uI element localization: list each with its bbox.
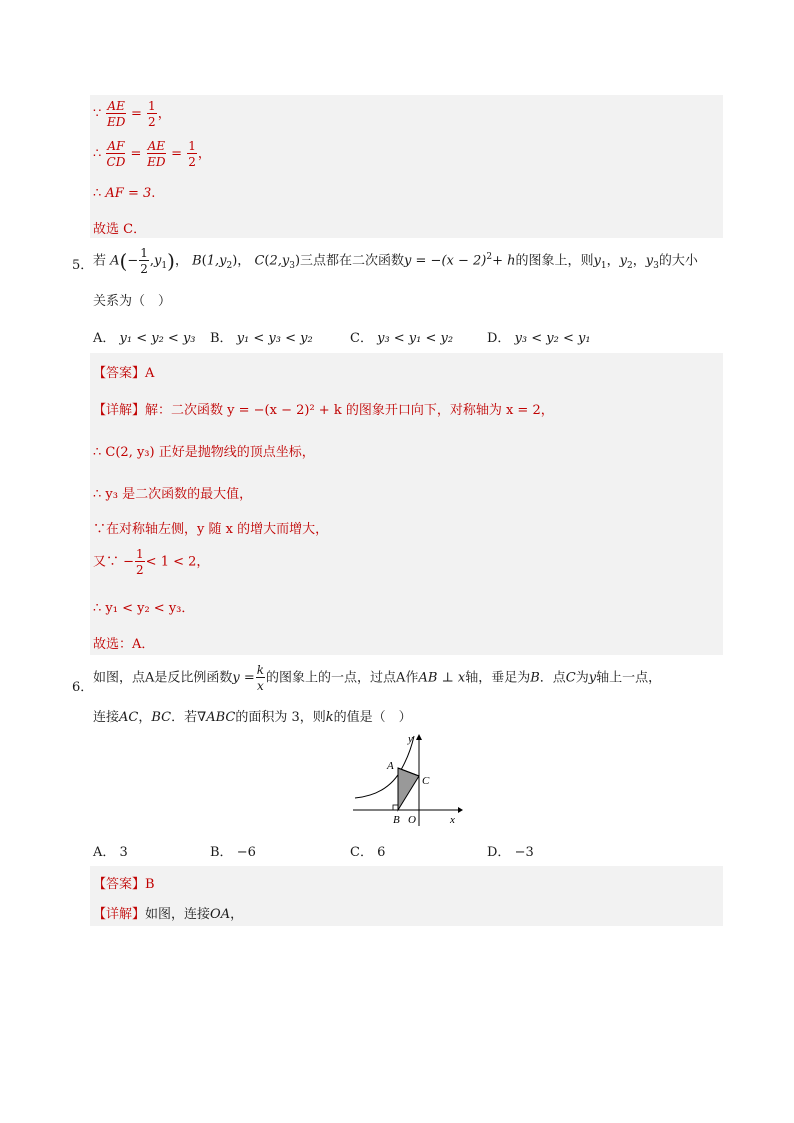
q4-line-3: ∴ AF = 3. bbox=[93, 186, 156, 201]
label-b: B bbox=[393, 814, 400, 826]
label-x: x bbox=[450, 814, 455, 826]
label-c: C bbox=[422, 775, 430, 787]
q4-choice: 故选 C． bbox=[93, 222, 147, 237]
q5-option-c[interactable]: C． y₃ < y₁ < y₂ bbox=[350, 331, 454, 346]
q6-number: 6． bbox=[72, 680, 94, 695]
q6-figure bbox=[350, 730, 465, 830]
right-angle-mark bbox=[393, 805, 398, 810]
q5-stem-line-2: 关系为（ ） bbox=[93, 294, 172, 309]
label-o: O bbox=[408, 814, 416, 826]
label-y: y bbox=[408, 733, 413, 745]
q6-stem-line-2: 连接AC，BC．若∇ABC的面积为 3，则k的值是（ ） bbox=[93, 710, 412, 725]
q6-option-b[interactable]: B． −6 bbox=[210, 845, 256, 860]
q5-option-b[interactable]: B． y₁ < y₃ < y₂ bbox=[210, 331, 313, 346]
q5-detail-6: ∴ y₁ < y₂ < y₃． bbox=[93, 601, 195, 616]
q5-detail-4: ∵在对称轴左侧，y 随 x 的增大而增大， bbox=[93, 522, 329, 537]
q5-option-a[interactable]: A． y₁ < y₂ < y₃ bbox=[93, 331, 196, 346]
q5-stem-line-1: 若 A(− $\frac{1}{2}$ $,y_1$)， $B(1,y_2)$， $C(2,y_3)$三点都在二次函数$y = -(x - 2)^2+ h$的图象上，则$y_1$，$y_2$，$y_3$的大小 bbox=[93, 246, 698, 276]
q5-detail-1: 【详解】解：二次函数 y = −(x − 2)² + k 的图象开口向下，对称轴为 x = 2， bbox=[93, 403, 554, 418]
q6-option-a[interactable]: A． 3 bbox=[93, 845, 128, 860]
label-a: A bbox=[387, 760, 394, 772]
q5-choice: 故选：A． bbox=[93, 637, 155, 652]
q5-detail-2: ∴ C(2, y₃) 正好是抛物线的顶点坐标， bbox=[93, 445, 315, 460]
q6-option-d[interactable]: D． −3 bbox=[487, 845, 534, 860]
q5-answer: 【答案】A bbox=[93, 366, 155, 381]
q6-answer: 【答案】B bbox=[93, 877, 155, 892]
q5-option-d[interactable]: D． y₃ < y₂ < y₁ bbox=[487, 331, 591, 346]
q5-detail-5: 又∵ − $\frac{1}{2}$ < 1 < 2， bbox=[93, 547, 210, 577]
q6-option-c[interactable]: C． 6 bbox=[350, 845, 386, 860]
q5-number: 5． bbox=[72, 258, 94, 273]
q4-line-2: ∴ $\frac{AF}{CD}$ = $\frac{AE}{ED}$ = $\frac{1}{2}$ ， bbox=[93, 139, 211, 169]
y-axis-arrow-icon bbox=[416, 734, 422, 740]
q5-detail-3: ∴ y₃ 是二次函数的最大值， bbox=[93, 487, 253, 502]
q4-line-1: ∵ $\frac{AE}{ED}$ = $\frac{1}{2}$ ， bbox=[93, 99, 171, 129]
x-axis-arrow-icon bbox=[458, 807, 463, 813]
q6-detail-1: 【详解】如图，连接OA， bbox=[93, 907, 244, 922]
q6-stem-line-1: 如图，点A是反比例函数y = $\frac{k}{x}$ 的图象上的一点，过点A作AB ⊥ x轴，垂足为B．点C为y轴上一点， bbox=[93, 663, 662, 693]
